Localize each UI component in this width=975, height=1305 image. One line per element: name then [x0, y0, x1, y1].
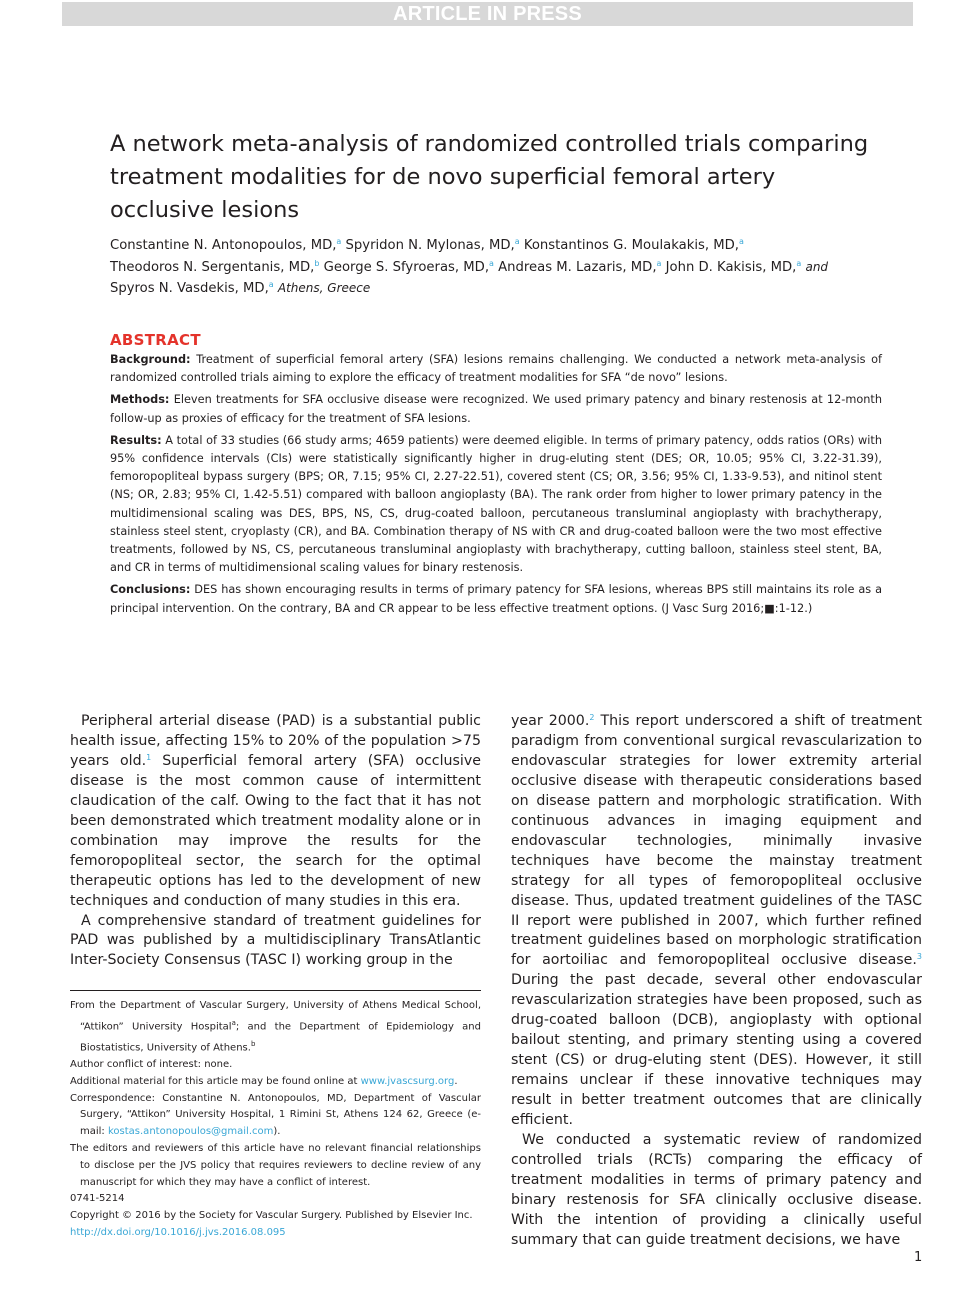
methods-label: Methods: — [110, 393, 170, 407]
author-name: John D. Kakisis, MD, — [665, 259, 797, 275]
author-name: Spyros N. Vasdekis, MD, — [110, 281, 269, 296]
page-number: 1 — [914, 1250, 923, 1265]
body-text: year 2000. — [511, 713, 590, 729]
background-text: Treatment of superficial femoral artery (SFA) lesions remains challenging. We conducted a network meta-analysis of randomized controlled trials aiming to explore the efficacy of treatment modalities for SFA “de novo” lesions. — [110, 353, 882, 385]
body-text: This report underscored a shift of treatment paradigm from conventional surgical revascularization to endovascular strategies for lower extremity arterial occlusive disease with therapeutic considerations based on disease pattern and morphologic stratification. With continuous advances in imaging equipment and endovascular technologies, minimally invasive techniques have become the mainstay treatment strategy for all types of femoropopliteal occlusive disease. Thus, updated treatment guidelines of the TASC II report were published in 2007, which further refined treatment guidelines based on morphologic stratification for aortoiliac and femoropopliteal occlusive disease. — [511, 713, 922, 969]
doi-line — [70, 1225, 481, 1242]
reference-marker[interactable]: 1 — [146, 752, 152, 762]
reference-marker[interactable]: 2 — [589, 713, 595, 722]
abstract-conclusions — [110, 581, 882, 617]
body-text: Superficial femoral artery (SFA) occlusive disease is the most common cause of intermittent claudication of the calf. Owing to the fact that it has not been demonstrated which treatment modality alone or in combination may improve the results for the femoropopliteal sector, the search for the optimal therapeutic options has led to the development of new techniques and conduction of many studies in this era. — [70, 752, 481, 909]
journal-website-link[interactable]: www.jvascsurg.org — [360, 1075, 455, 1087]
affiliation-marker[interactable]: a — [489, 258, 494, 268]
affiliation-marker[interactable]: a — [514, 237, 520, 246]
author-name: Andreas M. Lazaris, MD, — [498, 259, 657, 275]
body-column-right — [511, 712, 922, 1251]
abstract-results — [110, 432, 882, 578]
affiliation-marker: b — [250, 1039, 256, 1048]
affiliation-marker[interactable]: a — [656, 258, 662, 268]
editors-note: The editors and reviewers of this article have no relevant financial relationships to disclose per the JVS policy that requires reviewers to decline review of any manuscript for which they may have a conflict of interest. — [70, 1143, 481, 1188]
copyright-notice: Copyright © 2016 by the Society for Vascular Surgery. Published by Elsevier Inc. — [70, 1210, 473, 1222]
footnote-divider — [70, 990, 481, 991]
footnotes — [70, 998, 481, 1242]
body-paragraph: We conducted a systematic review of randomized controlled trials (RCTs) comparing the efficacy of treatment modalities in terms of primary patency and binary restenosis for SFA clinically occlusive disease. With the intention of providing a clinically useful summary that can guide treatment decisions, we have — [511, 1132, 922, 1248]
conflict-note: Author conflict of interest: none. — [70, 1059, 233, 1071]
body-column-left — [70, 712, 481, 971]
author-name: Constantine N. Antonopoulos, MD, — [110, 238, 337, 253]
additional-material-note: Additional material for this article may be found online at www.jvascsurg.org. — [70, 1075, 458, 1087]
methods-text: Eleven treatments for SFA occlusive disease were recognized. We used primary patency and binary restenosis at 12-month follow-up as proxies of efficacy for the treatment of SFA lesions. — [110, 393, 882, 425]
author-name: Konstantinos G. Moulakakis, MD, — [523, 238, 739, 253]
abstract-background — [110, 351, 882, 387]
article-title: A network meta-analysis of randomized controlled trials comparing treatment modalities for de novo superficial femoral artery occlusive lesions — [110, 131, 869, 223]
body-paragraph: A comprehensive standard of treatment guidelines for PAD was published by a multidisciplinary TransAtlantic Inter-Society Consensus (TASC I) working group in the — [70, 912, 481, 969]
author-name: George S. Sfyroeras, MD, — [323, 259, 490, 275]
affiliation-marker[interactable]: a — [738, 237, 744, 246]
background-label: Background: — [110, 353, 191, 366]
author-location: Athens, Greece — [277, 281, 371, 295]
author-name: Spyridon N. Mylonas, MD, — [345, 238, 515, 253]
results-label: Results: — [110, 433, 162, 447]
correspondence-text: Correspondence: Constantine N. Antonopoulos, MD, Department of Vascular Surgery, “Attikon” University Hospital, 1 Rimini St, Athens 124 62, Greece (e-mail: — [70, 1092, 481, 1138]
body-paragraph — [511, 712, 922, 1131]
affiliation-marker[interactable]: a — [336, 237, 342, 246]
abstract-heading: ABSTRACT — [110, 331, 201, 349]
affiliation-marker[interactable]: a — [796, 258, 802, 268]
reference-marker[interactable]: 3 — [916, 952, 922, 962]
affiliation-marker[interactable]: a — [268, 280, 274, 289]
affiliation-marker[interactable]: b — [314, 258, 320, 268]
doi-link[interactable]: http://dx.doi.org/10.1016/j.jvs.2016.08.095 — [70, 1227, 286, 1239]
correspondence-end: ). — [273, 1126, 281, 1138]
article-in-press-banner: ARTICLE IN PRESS — [62, 2, 913, 26]
author-name: Theodoros N. Sergentanis, MD, — [110, 259, 315, 275]
body-text: Peripheral arterial disease (PAD) is a substantial public health issue, affecting 15% to 20% of the population >75 years old. — [70, 713, 481, 769]
issn: 0741-5214 — [70, 1193, 125, 1205]
affiliation-marker: a — [231, 1018, 236, 1027]
abstract-methods — [110, 391, 882, 427]
author-list — [110, 236, 890, 300]
correspondence-note — [70, 1091, 481, 1141]
affiliation-text: ; and the Department of Epidemiology and Biostatistics, University of Athens. — [80, 1021, 481, 1054]
email-link[interactable]: kostas.antonopoulos@gmail.com — [107, 1126, 274, 1138]
affiliation-note — [70, 998, 481, 1057]
body-text: During the past decade, several other endovascular revascularization strategies have been proposed, such as drug-coated balloon (DCB), angioplasty with optional bailout stenting, and primary stenting using a covered stent (CS) or drug-eluting stent (DES). However, it still remains unclear if these innovative techniques may result in better treatment outcomes that are clinically efficient. — [511, 972, 922, 1129]
affiliation-text: From the Department of Vascular Surgery, University of Athens Medical School, “Attikon” University Hospital — [70, 1000, 481, 1033]
authors-and: and — [805, 259, 829, 274]
conclusions-text: DES has shown encouraging results in terms of primary patency for SFA lesions, whereas BPS still maintains its role as a principal intervention. On the contrary, BA and CR appear to be less effective treatment options. (J Vasc Surg 2016;■:1-12.) — [110, 583, 882, 615]
conclusions-label: Conclusions: — [110, 583, 191, 597]
results-text: A total of 33 studies (66 study arms; 4659 patients) were deemed eligible. In terms of primary patency, odds ratios (ORs) with 95% confidence intervals (CIs) were statistically significantly higher in drug-eluting stent (DES; OR, 10.05; 95% CI, 3.22-31.39), femoropopliteal bypass surgery (BPS; OR, 7.15; 95% CI, 2.27-22.51), covered stent (CS; OR, 3.56; 95% CI, 1.33-9.53), and nitinol stent (NS; OR, 2.83; 95% CI, 1.42-5.51) compared with balloon angioplasty (BA). The rank order from higher to lower primary patency in the multidimensional scaling was DES, BPS, NS, CS, drug-coated balloon, percutaneous transluminal angioplasty with brachytherapy, stainless steel stent, cryoplasty (CR), and BA. Combination therapy of NS with CR and drug-coated balloon were the two most effective treatments, followed by NS, CS, percutaneous transluminal angioplasty with brachytherapy, cutting balloon, stainless steel stent, BA, and CR in terms of multidimensional scaling values for binary restenosis. — [110, 433, 883, 575]
additional-text: Additional material for this article may be found online at — [70, 1075, 361, 1087]
body-paragraph — [70, 712, 481, 912]
abstract-body — [110, 351, 882, 622]
